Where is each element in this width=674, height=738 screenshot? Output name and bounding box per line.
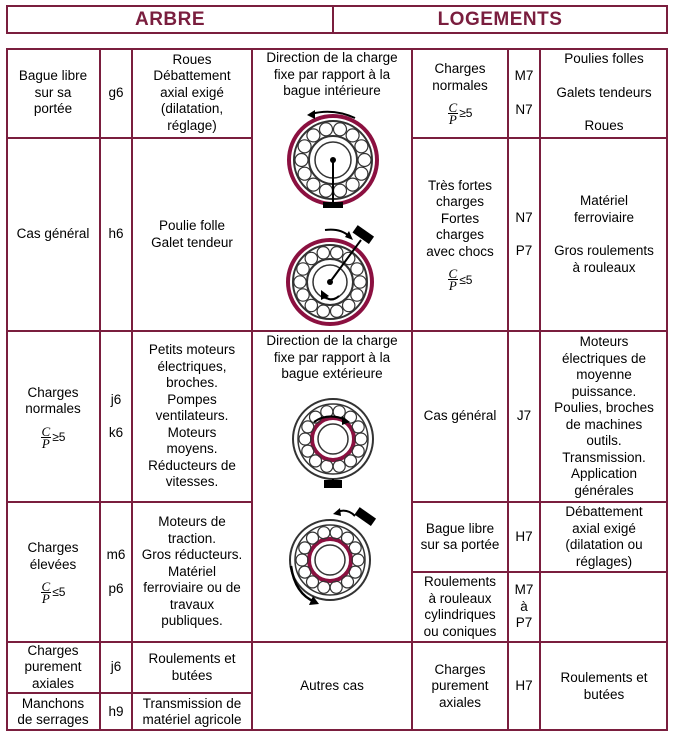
ball-element xyxy=(296,554,308,566)
ratio-denominator: P xyxy=(448,112,457,127)
logement-row4-app xyxy=(540,502,668,572)
arbre-row4-tol xyxy=(100,502,132,642)
logement-row4-app-text: réglages) xyxy=(575,553,633,569)
ball-element xyxy=(345,455,357,467)
arbre-row5-tol-text: j6 xyxy=(110,659,122,675)
logement-row3-app-text: outils. xyxy=(586,433,622,448)
arbre-row5-app xyxy=(132,642,252,693)
ball-element xyxy=(331,247,343,259)
ratio-formula xyxy=(41,423,66,451)
ball-element xyxy=(302,445,314,457)
logement-row3-tol xyxy=(508,331,540,502)
ball-element xyxy=(346,129,359,142)
arbre-row2-tol-text: h6 xyxy=(108,226,124,242)
ball-element xyxy=(334,184,347,197)
arbre-row4-app-text: ferroviaire ou de xyxy=(143,580,241,596)
arbre-row4-case-text: Charges xyxy=(27,540,79,555)
ball-element xyxy=(305,252,317,264)
ball-element xyxy=(307,178,320,191)
arbre-row1-app-text: Roues xyxy=(172,51,212,67)
logement-row3-case xyxy=(412,331,508,502)
ratio-numerator: C xyxy=(448,266,458,282)
logement-row3-tol-text: J7 xyxy=(516,408,532,424)
ball-element xyxy=(355,433,367,445)
arbre-row1-case-text: Bague libre xyxy=(18,68,88,84)
arbre-row2-case xyxy=(6,138,100,331)
ball-element xyxy=(320,123,333,136)
logement-row1-app xyxy=(540,48,668,138)
ball-element xyxy=(330,581,342,593)
arbre-row6-case-text: de serrages xyxy=(17,712,89,727)
arbre-row3-app-text: Petits moteurs xyxy=(148,342,236,358)
ball-element xyxy=(317,305,329,317)
ball-element xyxy=(298,140,311,153)
arbre-row2-app-text: Galet tendeur xyxy=(151,234,233,250)
ball-element xyxy=(302,421,314,433)
ratio-denominator: P xyxy=(448,278,457,294)
logement-row6-case-text: purement xyxy=(431,678,489,694)
ball-element xyxy=(342,532,354,544)
logement-row2-case xyxy=(412,138,508,331)
logement-row1-case-text: normales xyxy=(432,77,488,93)
ball-element xyxy=(354,276,366,288)
direction-other-label-text: Autres cas xyxy=(300,678,364,694)
arbre-row3-tol-text: k6 xyxy=(108,425,124,440)
logement-row6-app xyxy=(540,642,668,731)
arbre-row5-case xyxy=(6,642,100,693)
arbre-row6-case xyxy=(6,693,100,731)
logement-row3-app-text: Moteurs xyxy=(579,334,629,349)
ball-element xyxy=(307,129,320,142)
arbre-row4-app-text: publiques. xyxy=(161,613,223,629)
ball-element xyxy=(352,554,364,566)
arbre-row6-app xyxy=(132,693,252,731)
ball-element xyxy=(310,455,322,467)
ball-element xyxy=(295,154,308,167)
logement-row5-tol-text: M7 xyxy=(514,582,534,598)
arbre-row1-app-text: réglage) xyxy=(167,117,217,133)
logement-row2-case-text: charges xyxy=(435,194,485,210)
logement-row4-case xyxy=(412,502,508,572)
logement-row4-app-text: Débattement xyxy=(565,504,643,519)
arbre-row2-app xyxy=(132,138,252,331)
logement-row3-app-text: Transmission. xyxy=(562,449,646,465)
ball-element xyxy=(352,421,364,433)
logement-row1-case-text: Charges xyxy=(434,61,486,76)
logement-row2-app-text: ferroviaire xyxy=(573,209,635,225)
logement-row2-case-text: avec chocs xyxy=(426,243,494,259)
arbre-row6-case-text: Manchons xyxy=(21,695,85,711)
ratio-operator: ≤5 xyxy=(459,272,473,287)
logement-row2-app-text: à rouleaux xyxy=(572,259,636,275)
ball-element xyxy=(320,184,333,197)
arbre-row4-case xyxy=(6,502,100,642)
ball-element xyxy=(330,527,342,539)
ratio-denominator: P xyxy=(41,591,50,606)
arbre-row6-tol-text: h9 xyxy=(108,703,124,719)
logement-row3-app-text: électriques de xyxy=(561,350,647,366)
logement-row5-case-text: à rouleaux xyxy=(428,590,492,606)
arbre-row3-app-text: Moteurs xyxy=(167,424,217,440)
logement-row4-tol xyxy=(508,502,540,572)
arbre-row4-app-text: Matériel xyxy=(167,563,216,579)
ball-element xyxy=(299,542,311,554)
ball-element xyxy=(342,576,354,588)
logement-row3-app-text: générales xyxy=(574,482,634,498)
logement-row2-tol-text: N7 xyxy=(515,209,533,225)
logement-row1-tol-text: M7 xyxy=(514,68,534,83)
logement-row5-case-text: Roulements xyxy=(423,574,497,589)
logement-row3-app-text: moyenne xyxy=(576,367,632,382)
ratio-formula xyxy=(448,102,473,125)
logement-row2-tol xyxy=(508,138,540,331)
arbre-row5-tol xyxy=(100,642,132,693)
ratio-formula xyxy=(41,581,66,604)
direction-inner-label-text: fixe par rapport à la xyxy=(273,66,391,82)
bearing-outer-rotating-load-icon xyxy=(285,502,385,612)
arbre-row1-app-text: (dilatation, xyxy=(160,101,224,117)
arbre-row3-app xyxy=(132,331,252,502)
arbre-row5-app-text: Roulements et xyxy=(148,651,236,666)
arbre-row4-app-text: Gros réducteurs. xyxy=(141,547,243,563)
arbre-row1-app-text: Débattement xyxy=(153,68,231,84)
arbre-row2-tol xyxy=(100,138,132,331)
arbre-row2-app-text: Poulie folle xyxy=(158,218,226,233)
direction-inner-label-text: Direction de la charge xyxy=(266,50,398,65)
ratio-operator: ≤5 xyxy=(52,585,66,600)
logement-row2-app xyxy=(540,138,668,331)
ball-element xyxy=(317,247,329,259)
logement-row1-tol xyxy=(508,48,540,138)
arbre-row3-app-text: vitesses. xyxy=(165,474,219,490)
arbre-row3-tol xyxy=(100,331,132,502)
logement-row4-app-text: axial exigé xyxy=(572,520,636,536)
ball-element xyxy=(358,154,371,167)
direction-outer-label-text: fixe par rapport à la xyxy=(273,349,391,365)
ball-element xyxy=(318,581,330,593)
arbre-row3-tol-text: j6 xyxy=(110,391,122,407)
logement-row4-case-text: Bague libre xyxy=(425,520,495,536)
logement-row2-case-text: Très fortes xyxy=(427,177,492,193)
logement-row6-case-text: Charges xyxy=(434,661,486,677)
direction-other-label xyxy=(252,642,412,731)
arbre-row4-tol-text: p6 xyxy=(108,580,124,596)
logement-row3-app-text: de machines xyxy=(565,416,643,432)
arbre-row1-case xyxy=(6,48,100,138)
arbre-row1-case-text: portée xyxy=(33,101,73,117)
arbre-row6-app-text: Transmission de xyxy=(142,695,242,711)
logement-row6-case xyxy=(412,642,508,731)
arbre-row4-app-text: travaux xyxy=(169,596,215,612)
ball-element xyxy=(297,289,309,301)
ball-element xyxy=(299,566,311,578)
direction-outer-label-text: Direction de la charge xyxy=(266,333,398,348)
logement-row4-tol-text: H7 xyxy=(515,528,533,544)
arbre-row4-app-text: Moteurs de xyxy=(158,514,226,530)
arbre-row5-case-text: axiales xyxy=(31,675,75,691)
ball-element xyxy=(349,542,361,554)
arbre-title: ARBRE xyxy=(134,8,206,30)
arbre-row3-case xyxy=(6,331,100,502)
bearing-outer-fixed-load-icon xyxy=(288,394,378,494)
logement-row6-app-text: Roulements et xyxy=(560,670,648,685)
arbre-row3-app-text: Pompes xyxy=(167,391,217,407)
ratio-operator: ≥5 xyxy=(459,106,473,121)
direction-inner-label xyxy=(252,50,412,102)
ball-element xyxy=(298,167,311,180)
ball-element xyxy=(307,532,319,544)
ball-element xyxy=(318,527,330,539)
direction-outer-label xyxy=(252,333,412,385)
arbre-row4-app xyxy=(132,502,252,642)
arbre-row1-tol xyxy=(100,48,132,138)
header-arbre xyxy=(6,5,334,34)
bearing-inner-fixed-load-icon xyxy=(285,108,385,208)
bearing-inner-rotating-load-icon xyxy=(285,220,385,330)
logement-row2-case-text: charges xyxy=(435,227,485,243)
ball-element xyxy=(352,445,364,457)
logement-row4-app-text: (dilatation ou xyxy=(565,537,643,552)
logement-row1-app-text: Poulies folles xyxy=(564,51,644,67)
logement-row5-case-text: ou coniques xyxy=(423,623,497,639)
logement-row3-app-text: Application xyxy=(570,466,638,481)
arbre-row3-case-text: normales xyxy=(25,401,81,416)
ball-element xyxy=(297,263,309,275)
arbre-row4-tol-text: m6 xyxy=(106,547,126,562)
arbre-row6-tol xyxy=(100,693,132,731)
ball-element xyxy=(305,299,317,311)
logement-row1-case xyxy=(412,48,508,138)
logement-row4-case-text: sur sa portée xyxy=(420,537,500,552)
ball-element xyxy=(349,566,361,578)
logement-row3-app xyxy=(540,331,668,502)
arbre-row1-app xyxy=(132,48,252,138)
ball-element xyxy=(355,167,368,180)
logements-title: LOGEMENTS xyxy=(437,8,563,30)
arbre-row3-app-text: électriques, xyxy=(157,358,227,374)
ball-element xyxy=(331,305,343,317)
arbre-row5-case-text: Charges xyxy=(27,642,79,658)
ball-element xyxy=(333,460,345,472)
arbre-row3-case-text: Charges xyxy=(27,384,79,400)
logement-row3-case-text: Cas général xyxy=(423,408,497,424)
logement-row6-tol xyxy=(508,642,540,731)
ball-element xyxy=(351,263,363,275)
logement-row2-tol-text: P7 xyxy=(515,243,533,258)
logement-row2-app-text: Matériel xyxy=(579,193,628,208)
ball-element xyxy=(307,576,319,588)
ratio-operator: ≥5 xyxy=(52,429,66,444)
logement-row5-case xyxy=(412,572,508,642)
ratio-denominator: P xyxy=(41,435,50,451)
logement-row5-tol xyxy=(508,572,540,642)
logement-row2-case-text: Fortes xyxy=(440,210,480,226)
arbre-row1-case-text: sur sa xyxy=(34,84,72,100)
ball-element xyxy=(334,123,347,136)
ball-element xyxy=(343,299,355,311)
logement-row6-case-text: axiales xyxy=(438,694,482,710)
logement-row3-app-text: puissance. xyxy=(571,383,637,399)
arbre-row4-case-text: élevées xyxy=(29,556,77,572)
arbre-row1-tol-text: g6 xyxy=(108,84,124,100)
ratio-formula xyxy=(448,266,473,294)
logement-row1-app-text: Roues xyxy=(584,118,624,134)
arbre-row3-app-text: moyens. xyxy=(166,441,218,457)
arbre-row6-app-text: matériel agricole xyxy=(142,712,242,727)
logement-row6-tol-text: H7 xyxy=(515,678,533,694)
arbre-row5-case-text: purement xyxy=(24,659,82,675)
ball-element xyxy=(346,178,359,191)
logement-row5-case-text: cylindriques xyxy=(424,607,496,622)
direction-inner-label-text: bague intérieure xyxy=(283,83,381,98)
direction-outer-label-text: bague extérieure xyxy=(281,366,383,381)
ratio-numerator: C xyxy=(41,579,51,594)
arbre-row5-app-text: butées xyxy=(171,667,213,683)
logement-row1-tol-text: N7 xyxy=(515,101,533,117)
header-logements xyxy=(332,5,668,34)
logement-row5-tol-text: à xyxy=(520,598,528,614)
arbre-row3-app-text: Réducteurs de xyxy=(148,457,236,473)
logement-row6-app-text: butées xyxy=(583,686,625,702)
arbre-row3-app-text: ventilateurs. xyxy=(155,408,229,424)
arbre-row4-app-text: traction. xyxy=(167,530,217,546)
logement-row3-app-text: Poulies, broches xyxy=(554,400,654,415)
logement-row5-tol-text: P7 xyxy=(515,615,533,631)
ratio-numerator: C xyxy=(41,423,51,439)
arbre-row2-case-text: Cas général xyxy=(16,226,90,242)
ratio-numerator: C xyxy=(448,100,458,115)
ball-element xyxy=(355,140,368,153)
ball-element xyxy=(299,433,311,445)
arbre-row1-app-text: axial exigé xyxy=(160,84,224,100)
arbre-row3-app-text: broches. xyxy=(166,375,218,391)
ball-element xyxy=(294,276,306,288)
ball-element xyxy=(351,289,363,301)
ball-element xyxy=(321,460,333,472)
logement-row2-app-text: Gros roulements xyxy=(554,243,654,258)
logement-row1-app-text: Galets tendeurs xyxy=(556,84,652,100)
